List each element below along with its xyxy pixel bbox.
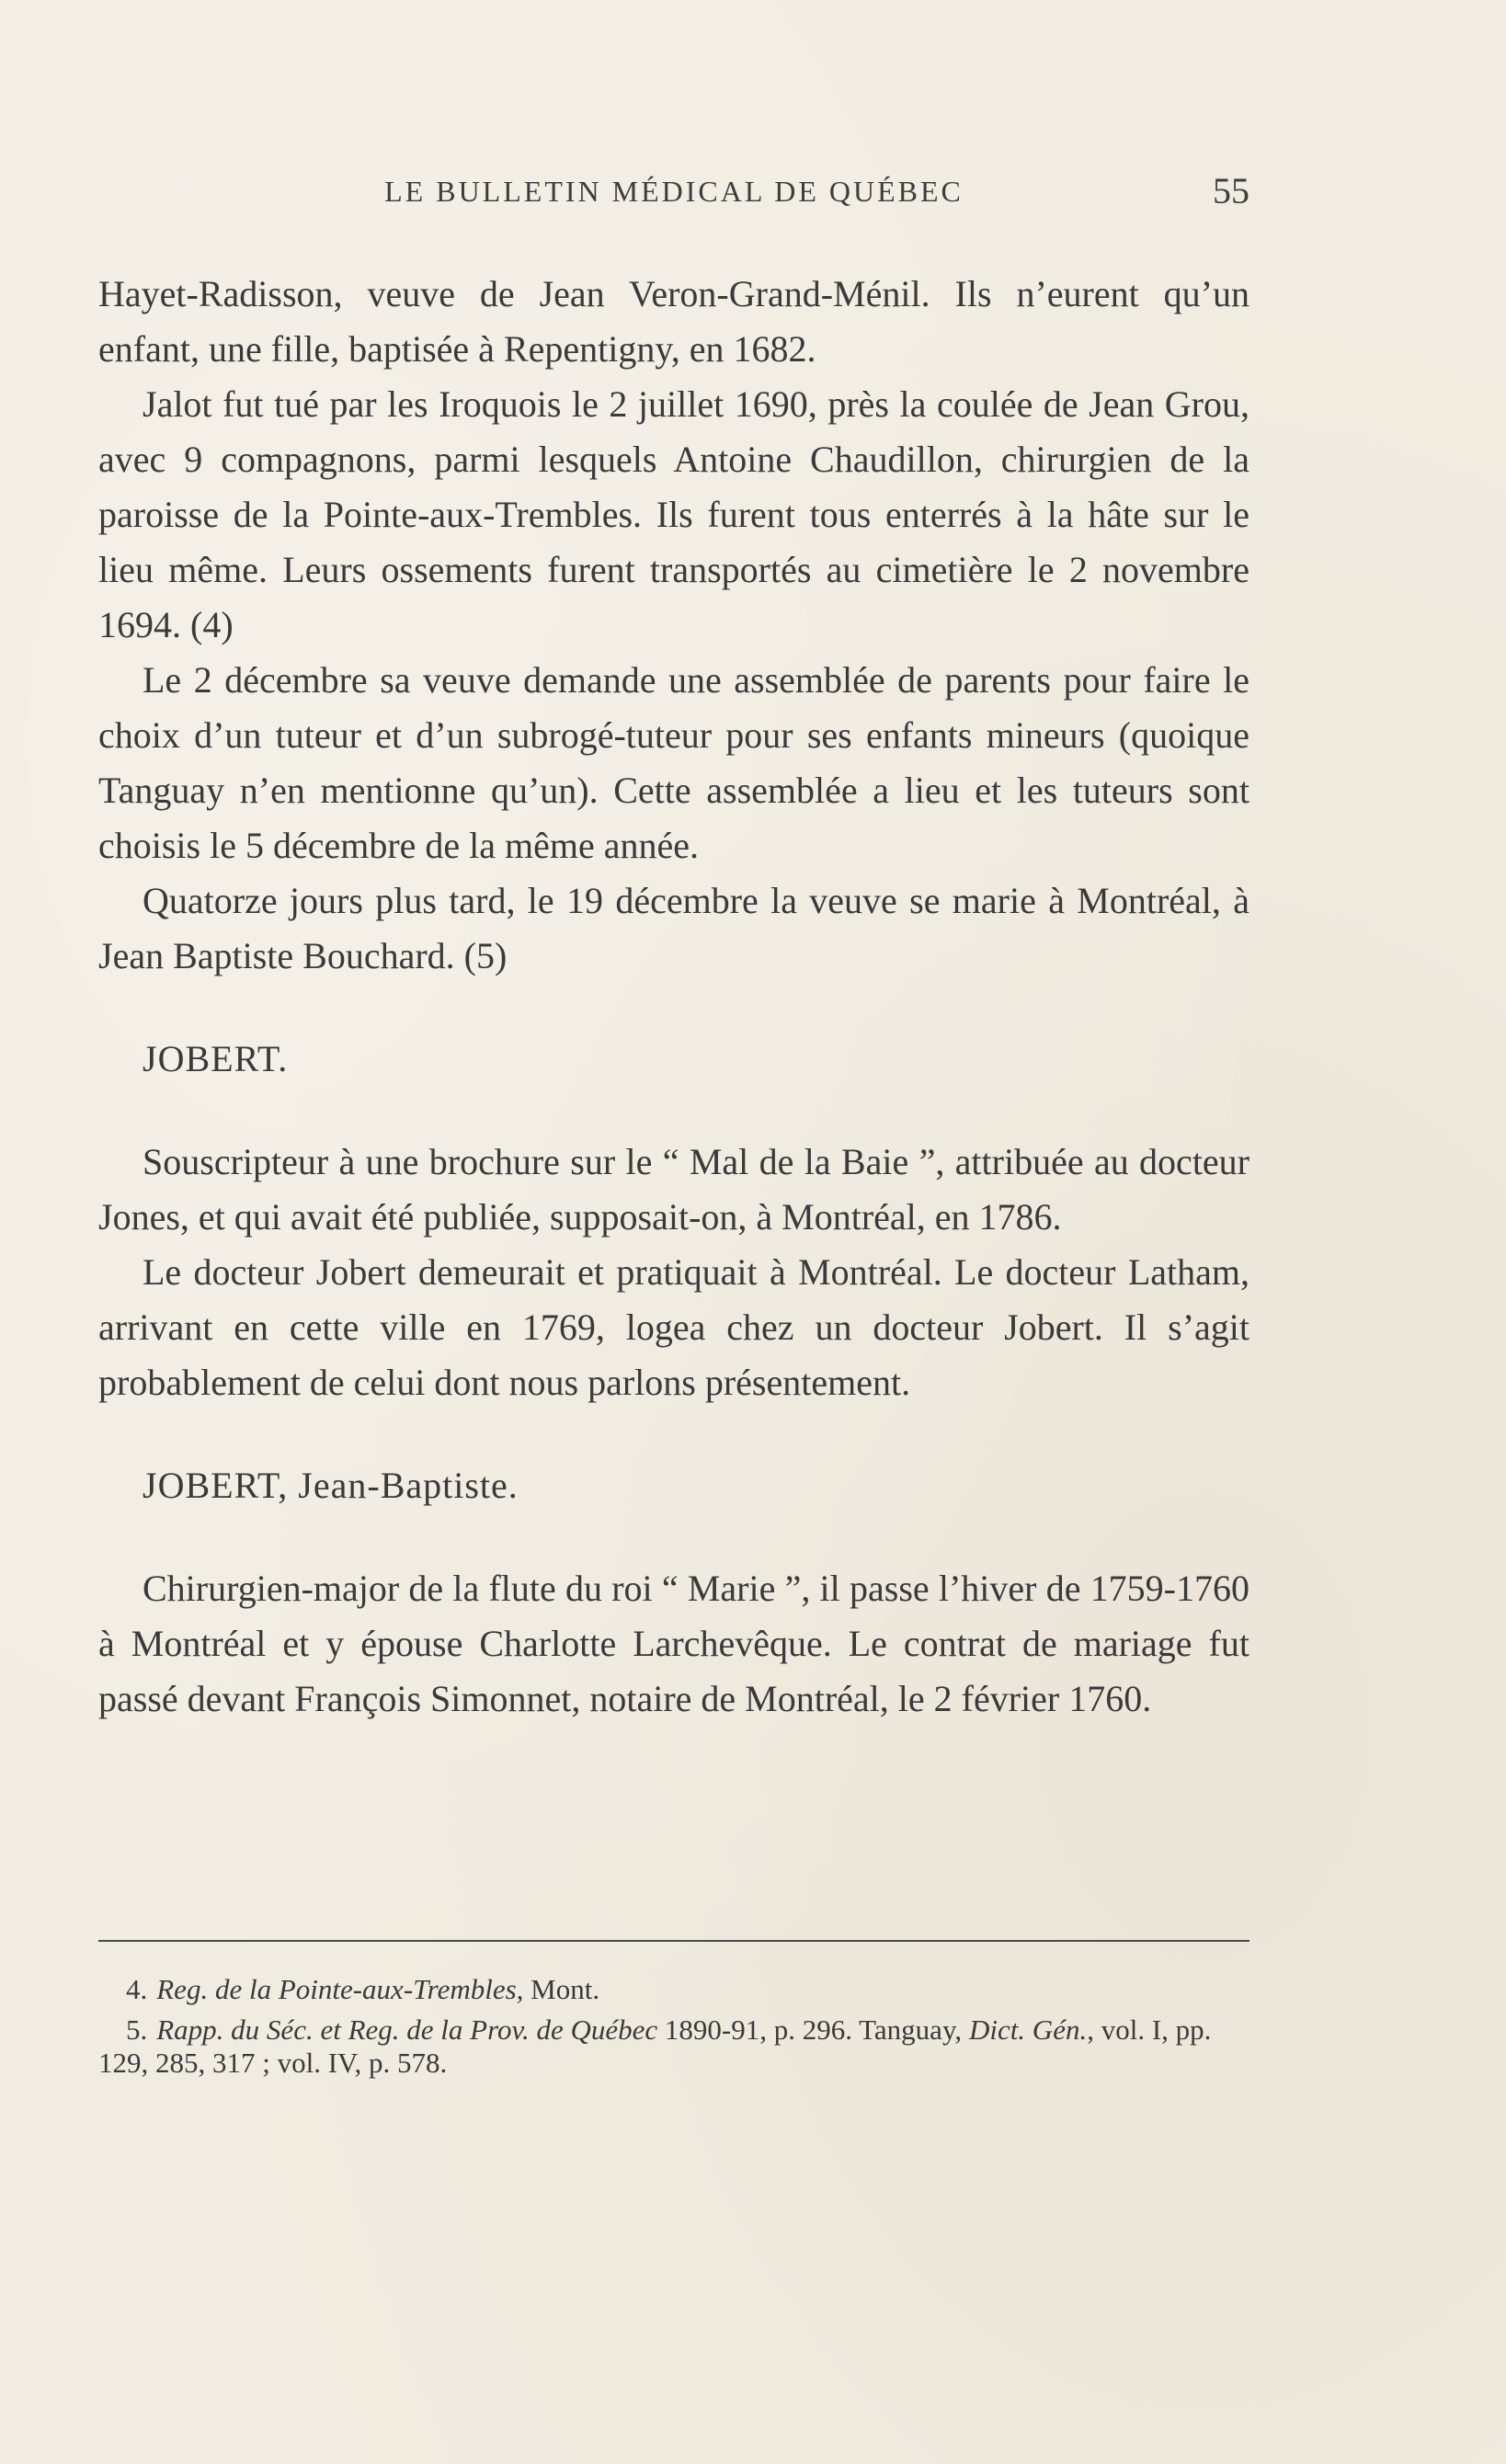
footnotes — [98, 1973, 1249, 2087]
paragraph-surgeon-major: Chirurgien-major de la flute du roi “ Marie ”, il passe l’hiver de 1759-1760 à Montréal et y épouse Charlotte Larchevêque. Le contrat de mariage fut passé devant François Simonnet, notaire de Montréal, le 2 février 1760. — [98, 1568, 1249, 1719]
running-head — [98, 170, 1249, 221]
page-number: 55 — [1213, 170, 1249, 211]
footnote-5 — [98, 2013, 1249, 2080]
footnote-source: Dict. Gén. — [968, 2013, 1088, 2046]
running-title: LE BULLETIN MÉDICAL DE QUÉBEC — [384, 175, 964, 208]
footnote-text: , vol. I, pp. 129, 285, 317 ; vol. IV, p. 578. — [98, 2013, 1212, 2079]
paragraph-continuation: Hayet-Radisson, veuve de Jean Veron-Grand-Ménil. Ils n’eurent qu’un enfant, une fille, baptisée à Repentigny, en 1682. — [98, 273, 1249, 370]
footnote-source: Rapp. du Séc. et Reg. de la Prov. de Québec — [156, 2013, 658, 2046]
footnote-text: Mont. — [523, 1973, 600, 2005]
paragraph-guardian-assembly: Le 2 décembre sa veuve demande une assemblée de parents pour faire le choix d’un tuteur et d’un subrogé-tuteur pour ses enfants mineurs (quoique Tanguay n’en mentionne qu’un). Cette assemblée a lieu et les tuteurs sont choisis le 5 décembre de la même année. — [98, 659, 1249, 866]
footnote-text: 1890-91, p. 296. Tanguay, — [657, 2013, 969, 2046]
spacer — [98, 1087, 1249, 1135]
paragraph-remarriage: Quatorze jours plus tard, le 19 décembre la veuve se marie à Montréal, à Jean Baptiste Bouchard. (5) — [98, 880, 1249, 976]
spacer — [98, 1410, 1249, 1458]
paragraph-jobert-practice: Le docteur Jobert demeurait et pratiquait à Montréal. Le docteur Latham, arrivant en cette ville en 1769, logea chez un docteur Jobert. Il s’agit probablement de celui dont nous parlons présentement. — [98, 1251, 1249, 1403]
footnote-number: 4. — [126, 1973, 148, 2005]
paragraph-jalot-death: Jalot fut tué par les Iroquois le 2 juillet 1690, près la coulée de Jean Grou, avec 9 compagnons, parmi lesquels Antoine Chaudillon, chirurgien de la paroisse de la Pointe-aux-Trembles. Ils furent tous enterrés à la hâte sur le lieu même. Leurs ossements furent transportés au cimetière le 2 novembre 1694. (4) — [98, 383, 1249, 645]
body-text — [98, 267, 1249, 1727]
footnote-4 — [98, 1973, 1249, 2006]
spacer — [98, 984, 1249, 1032]
paragraph-subscriber: Souscripteur à une brochure sur le “ Mal de la Baie ”, attribuée au docteur Jones, et qui avait été publiée, supposait-on, à Montréal, en 1786. — [98, 1141, 1249, 1238]
footnote-source: Reg. de la Pointe-aux-Trembles, — [156, 1973, 524, 2005]
section-heading-jobert-jean-baptiste: JOBERT, Jean-Baptiste. — [143, 1465, 519, 1506]
footnote-number: 5. — [126, 2013, 148, 2046]
footnote-divider — [98, 1940, 1249, 1942]
section-heading-jobert: JOBERT. — [143, 1038, 289, 1079]
spacer — [98, 1513, 1249, 1561]
